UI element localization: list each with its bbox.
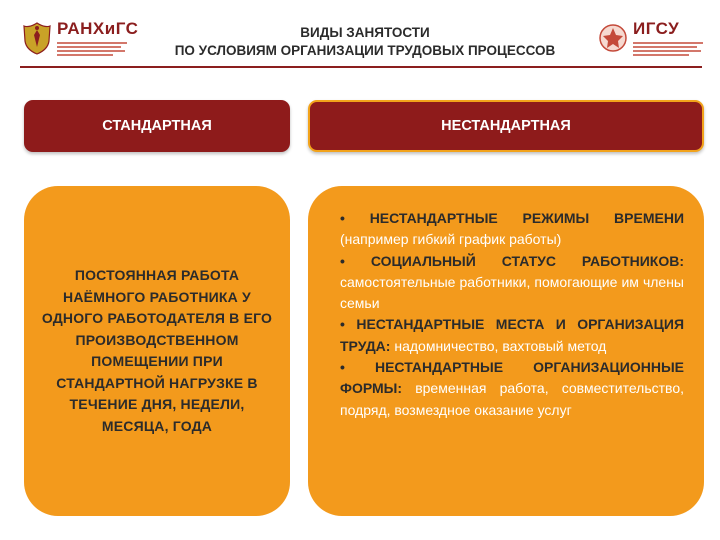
ranepa-logo: [22, 18, 139, 58]
list-item-keyword: СОЦИАЛЬНЫЙ СТАТУС РАБОТНИКОВ:: [370, 252, 684, 269]
nonstandard-column-title: НЕСТАНДАРТНАЯ: [441, 118, 571, 134]
page-title-line2: ПО УСЛОВИЯМ ОРГАНИЗАЦИИ ТРУДОВЫХ ПРОЦЕССОВ: [174, 43, 556, 58]
page-title: [130, 24, 600, 60]
page-title-line1: ВИДЫ ЗАНЯТОСТИ: [300, 25, 430, 40]
header-divider: [20, 66, 702, 68]
list-item: [340, 251, 684, 315]
nonstandard-list: [340, 208, 684, 421]
list-item: [340, 208, 684, 251]
list-item-bullet: •: [340, 252, 345, 269]
standard-description-text: ПОСТОЯННАЯ РАБОТА НАЁМНОГО РАБОТНИКА У ОДНОГО РАБОТОДАТЕЛЯ В ЕГО ПРОИЗВОДСТВЕННОМ ПОМЕЩЕНИИ ПРИ СТАНДАРТНОЙ НАГРУЗКЕ В ТЕЧЕНИЕ ДНЯ, НЕДЕЛИ, МЕСЯЦА, ГОДА: [41, 267, 273, 434]
list-item-bullet: •: [340, 316, 345, 333]
igsu-logo-subtitle-lines: [633, 40, 703, 56]
list-item-description: самостоятельные работники, помогающие им члены семьи: [340, 273, 684, 312]
list-item: [340, 314, 684, 357]
list-item-bullet: •: [340, 359, 345, 376]
ranepa-logo-subtitle-lines: [57, 40, 138, 56]
ranepa-logo-name: РАНХиГС: [57, 19, 139, 38]
standard-column-title: СТАНДАРТНАЯ: [102, 118, 212, 134]
list-item-keyword: НЕСТАНДАРТНЫЕ РЕЖИМЫ ВРЕМЕНИ: [369, 210, 685, 226]
standard-column-header: [24, 100, 290, 152]
list-item-keyword: НЕСТАНДАРТНЫЕ ОРГАНИЗАЦИОННЫЕ ФОРМЫ:: [340, 359, 684, 397]
igsu-emblem-icon: [598, 21, 628, 55]
igsu-logo-name: ИГСУ: [633, 19, 680, 38]
list-item-bullet: •: [340, 210, 345, 226]
nonstandard-description-box: [308, 186, 704, 516]
igsu-logo: [598, 18, 710, 58]
list-item-description: временная работа, совместительство, подряд, возмездное оказание услуг: [340, 380, 685, 418]
nonstandard-column-header: [308, 100, 704, 152]
ranepa-emblem-icon: [22, 21, 52, 55]
standard-description-box: [24, 186, 290, 516]
list-item-description: надомничество, вахтовый метод: [394, 337, 607, 354]
list-item-keyword: НЕСТАНДАРТНЫЕ МЕСТА И ОРГАНИЗАЦИЯ ТРУДА:: [340, 316, 685, 354]
list-item-description: (например гибкий график работы): [340, 231, 562, 248]
list-item: [340, 357, 684, 421]
